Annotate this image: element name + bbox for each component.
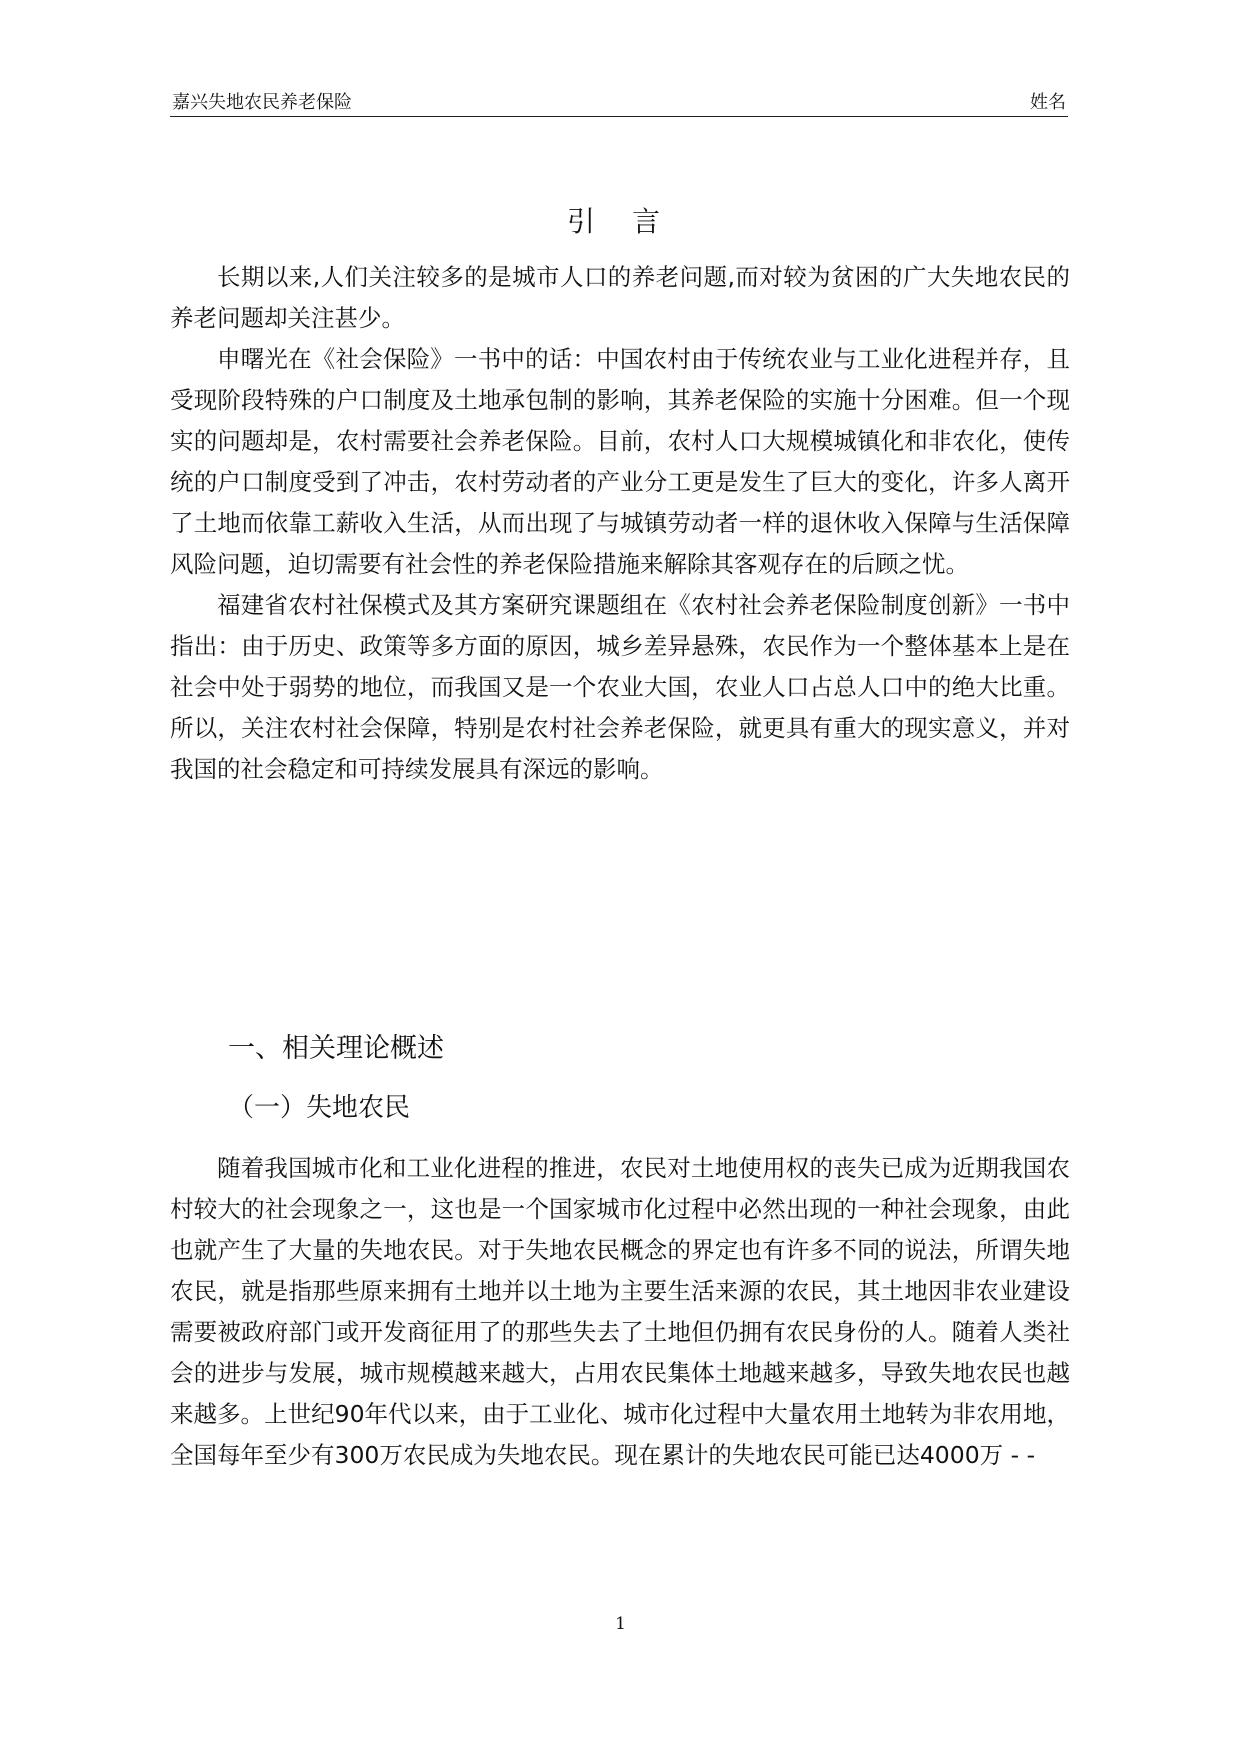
subsection-body — [170, 1148, 1070, 1476]
section-heading: 一、相关理论概述 — [228, 1033, 444, 1064]
header-author: 姓名 — [1030, 92, 1066, 113]
subsection-paragraph-1: 随着我国城市化和工业化进程的推进，农民对土地使用权的丧失已成为近期我国农村较大的社会现象之一，这也是一个国家城市化过程中必然出现的一种社会现象，由此也就产生了大量的失地农民。对于失地农民概念的界定也有许多不同的说法，所谓失地农民，就是指那些原来拥有土地并以土地为主要生活来源的农民，其土地因非农业建设需要被政府部门或开发商征用了的那些失去了土地但仍拥有农民身份的人。随着人类社会的进步与发展，城市规模越来越大，占用农民集体土地越来越多，导致失地农民也越来越多。上世纪90年代以来，由于工业化、城市化过程中大量农用土地转为非农用地，全国每年至少有300万农民成为失地农民。现在累计的失地农民可能已达4000万 - - — [170, 1154, 1070, 1469]
intro-paragraph-2: 申曙光在《社会保险》一书中的话：中国农村由于传统农业与工业化进程并存，且受现阶段特殊的户口制度及土地承包制的影响，其养老保险的实施十分困难。但一个现实的问题却是，农村需要社会养老保险。目前，农村人口大规模城镇化和非农化，使传统的户口制度受到了冲击，农村劳动者的产业分工更是发生了巨大的变化，许多人离开了土地而依靠工薪收入生活，从而出现了与城镇劳动者一样的退休收入保障与生活保障风险问题，迫切需要有社会性的养老保险措施来解除其客观存在的后顾之忧。 — [170, 345, 1070, 578]
page-number: 1 — [615, 1614, 626, 1634]
intro-paragraph-3: 福建省农村社保模式及其方案研究课题组在《农村社会养老保险制度创新》一书中指出：由于历史、政策等多方面的原因，城乡差异悬殊，农民作为一个整体基本上是在社会中处于弱势的地位，而我国又是一个农业大国，农业人口占总人口中的绝大比重。所以，关注农村社会保障，特别是农村社会养老保险，就更具有重大的现实意义，并对我国的社会稳定和可持续发展具有深远的影响。 — [170, 591, 1070, 783]
intro-heading: 引 言 — [567, 205, 674, 238]
header-title: 嘉兴失地农民养老保险 — [172, 92, 352, 113]
subsection-heading: （一）失地农民 — [228, 1093, 411, 1123]
page-header — [170, 86, 1068, 117]
intro-paragraph-1: 长期以来,人们关注较多的是城市人口的养老问题,而对较为贫困的广大失地农民的养老问题却关注甚少。 — [170, 263, 1070, 332]
intro-body — [170, 257, 1070, 790]
